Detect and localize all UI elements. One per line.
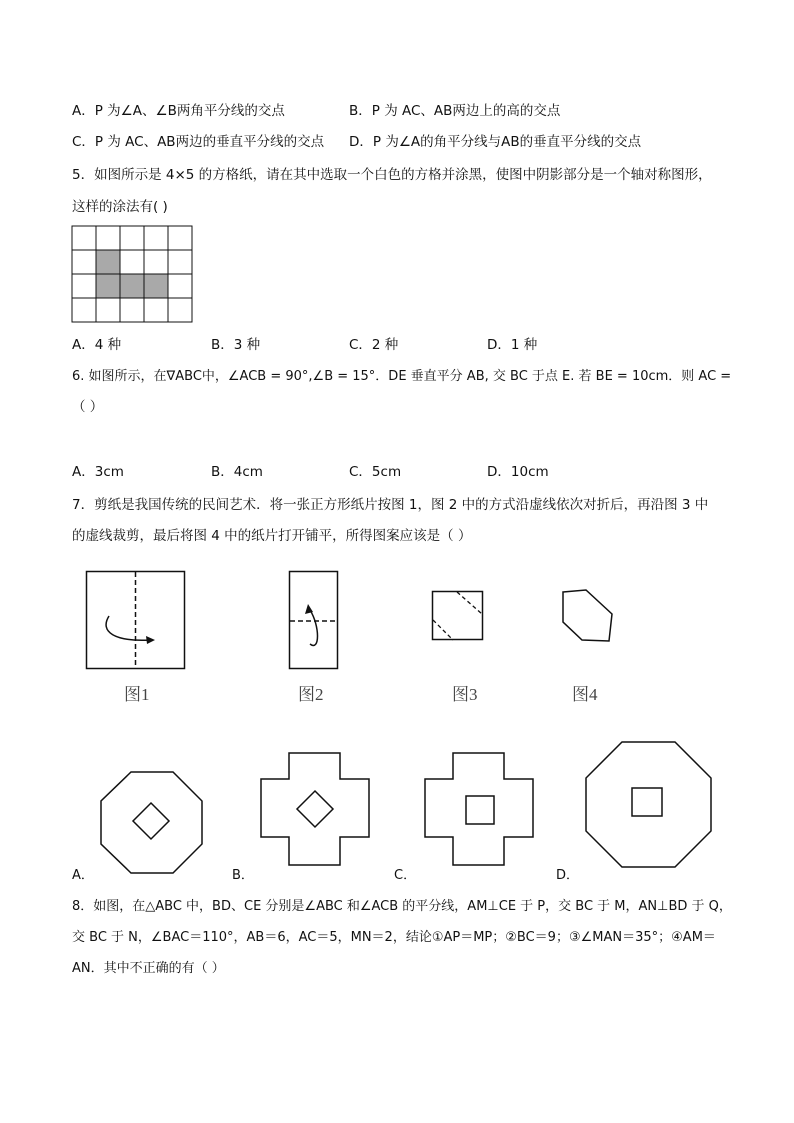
q7-choice-b-label: B． [232,868,254,883]
q4-option-c: C．P 为 AC、AB两边的垂直平分线的交点 [72,134,325,150]
grid-cell [120,298,144,322]
q5-stem-line1: 5．如图所示是 4×5 的方格纸，请在其中选取一个白色的方格并涂黑，使图中阴影部分是一个轴对称图形， [72,167,712,183]
q8-stem-line2: 交 BC 于 N，∠BAC＝110°，AB＝6，AC＝5，MN＝2，结论①AP＝MP；②BC＝9；③∠MAN＝35°；④AM＝ [72,930,716,945]
grid-cell [168,274,192,298]
q8-stem-line3: AN．其中不正确的有（ ） [72,961,225,976]
q4-option-a: A．P 为∠A、∠B两角平分线的交点 [72,103,285,119]
q7-figure-3 [431,590,485,642]
q6-option-c: C．5cm [349,464,402,480]
q7-choice-c-label: C． [394,868,417,883]
grid-cell [168,298,192,322]
q4-option-d: D．P 为∠A的角平分线与AB的垂直平分线的交点 [349,134,642,150]
grid-cell [120,226,144,250]
q7-figure-4-caption: 图4 [572,685,598,704]
q5-option-c: C．2 种 [349,337,399,353]
grid-cell [96,226,120,250]
q7-figure-2 [288,570,340,672]
q7-choice-a-figure [98,770,206,876]
q4-option-b: B．P 为 AC、AB两边上的高的交点 [349,103,561,119]
q6-option-a: A．3cm [72,464,124,480]
grid-cell [144,250,168,274]
q7-stem-line1: 7．剪纸是我国传统的民间艺术．将一张正方形纸片按图 1，图 2 中的方式沿虚线依次对折后，再沿图 3 中 [72,497,709,513]
q7-choice-d-label: D． [556,868,580,883]
grid-cell [144,298,168,322]
q6-option-b: B．4cm [211,464,263,480]
q7-choice-c-figure [423,751,535,867]
q7-stem-line2: 的虚线裁剪，最后将图 4 中的纸片打开铺平，所得图案应该是（ ） [72,528,472,544]
q5-option-a: A．4 种 [72,337,122,353]
q6-stem-line1: 6. 如图所示，在∇ABC中，∠ACB = 90°,∠B = 15°．DE 垂直平分 AB, 交 BC 于点 E. 若 BE = 10cm．则 AC = [72,369,732,384]
grid-cell-shaded [96,250,120,274]
grid-cell-shaded [120,274,144,298]
q5-grid-figure [70,224,194,324]
q7-choice-a-label: A． [72,868,94,883]
q5-option-b: B．3 种 [211,337,261,353]
grid-cell-shaded [96,274,120,298]
q7-figure-3-caption: 图3 [452,685,478,704]
q7-figure-4 [558,588,616,644]
q7-choice-b-figure [259,751,371,867]
q6-option-d: D．10cm [487,464,549,480]
q7-figure-1 [85,570,187,672]
q8-stem-line1: 8．如图，在△ABC 中，BD、CE 分别是∠ABC 和∠ACB 的平分线，AM⊥CE 于 P，交 BC 于 M，AN⊥BD 于 Q， [72,899,732,914]
q7-figure-2-caption: 图2 [298,685,324,704]
q7-choice-d-figure [584,740,714,870]
grid-cell-shaded [144,274,168,298]
grid-cell [72,274,96,298]
grid-cell [144,226,168,250]
grid-cell [96,298,120,322]
q5-stem-line2: 这样的涂法有( ) [72,199,168,215]
grid-cell [72,298,96,322]
grid-cell [72,226,96,250]
q5-option-d: D．1 种 [487,337,538,353]
grid-cell [120,250,144,274]
grid-cell [168,226,192,250]
grid-cell [168,250,192,274]
q6-stem-line2: （ ） [72,399,104,415]
q7-figure-1-caption: 图1 [124,685,150,704]
grid-cell [72,250,96,274]
